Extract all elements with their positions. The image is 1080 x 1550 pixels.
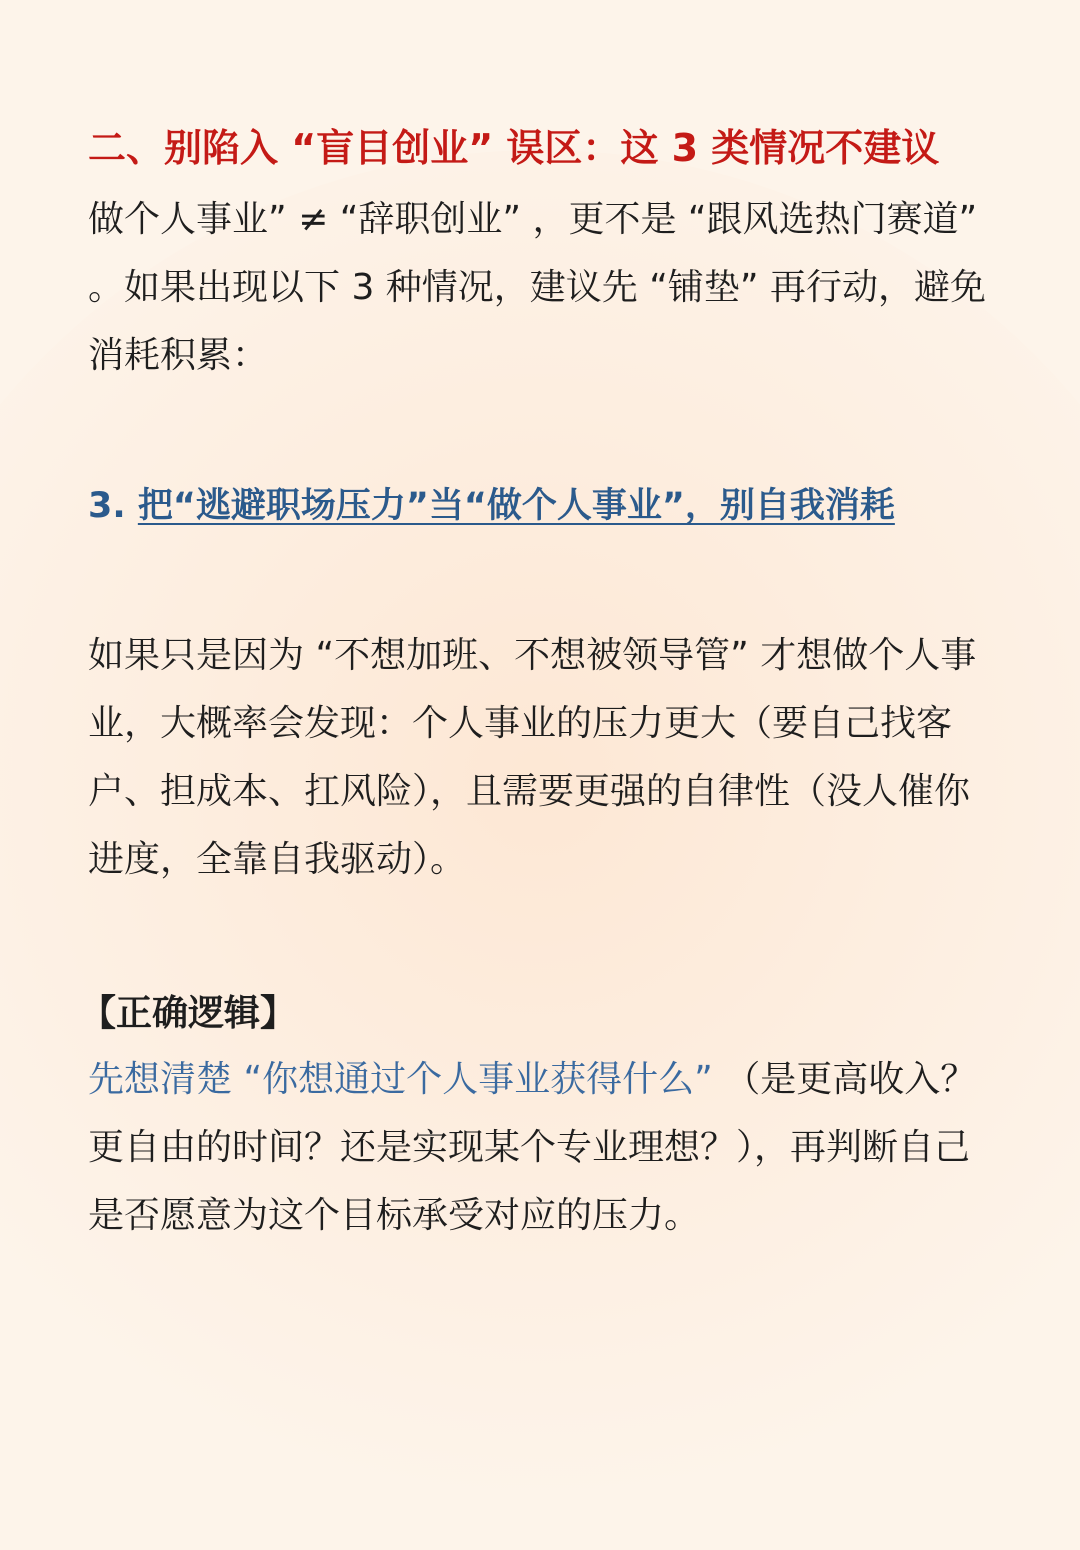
logic-highlight: 先想清楚 “你想通过个人事业获得什么” — [88, 1059, 713, 1100]
logic-rest: （是更高收入？更自由的时间？还是实现某个专业理想？），再判断自己是否愿意为这个目标承受对应的压力。 — [88, 1059, 977, 1236]
section-heading: 二、别陷入 “盲目创业” 误区：这 3 类情况不建议 — [88, 126, 940, 170]
logic-paragraph — [88, 1046, 998, 1250]
item-heading — [88, 478, 998, 534]
item-number: 3. — [88, 486, 138, 526]
item-title: 把“逃避职场压力”当“做个人事业”，别自我消耗 — [137, 486, 895, 526]
article-content — [80, 120, 998, 1250]
item-body: 如果只是因为 “不想加班、不想被领导管” 才想做个人事业，大概率会发现：个人事业的压力更大（要自己找客户、担成本、扛风险），且需要更强的自律性（没人催你进度，全靠自我驱动）。 — [88, 635, 977, 880]
logic-label: 【正确逻辑】 — [80, 993, 297, 1034]
section-intro: 做个人事业” ≠ “辞职创业” ，更不是 “跟风选热门赛道” 。如果出现以下 3 种情况，建议先 “铺垫” 再行动，避免消耗积累： — [88, 199, 986, 376]
